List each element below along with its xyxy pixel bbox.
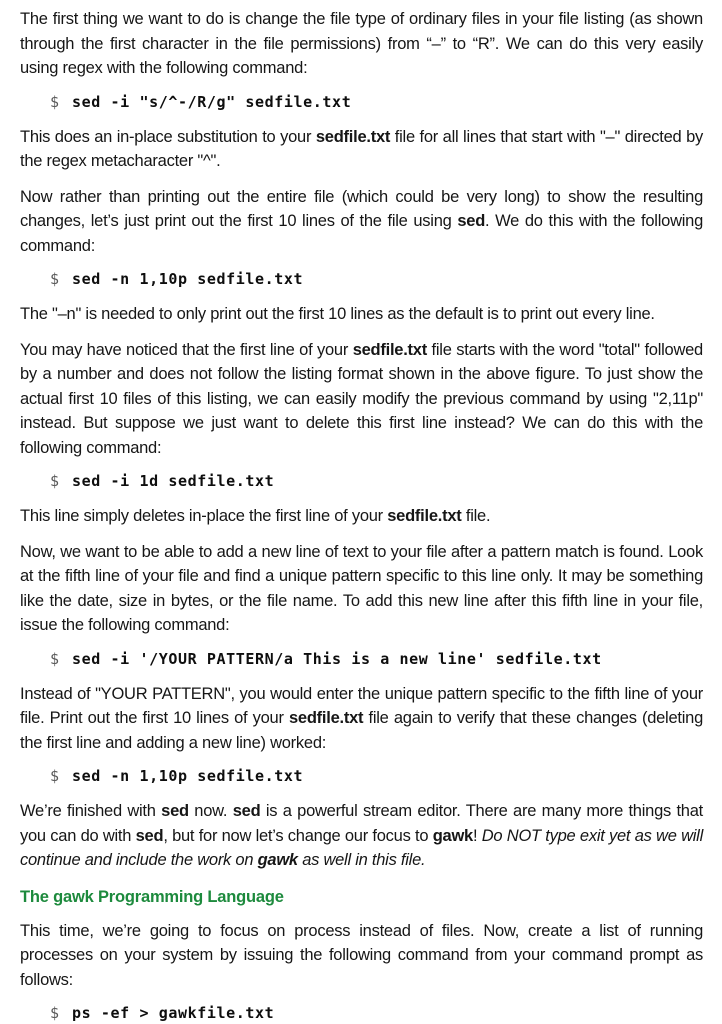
emphasized-text: sed [135,826,164,845]
emphasized-text: as well in this file. [297,851,426,869]
body-text: is a powerful stream editor. There are many more things that you can do with [20,802,703,845]
paragraph [20,540,703,638]
emphasized-text: sed [457,212,486,230]
paragraph [20,125,703,174]
shell-prompt: $ [50,1004,60,1022]
document-content [20,7,703,1024]
emphasized-text: Do NOT type exit yet as we will continue and include the work on [20,826,703,869]
body-text: This line simply deletes in-place the first line of your [20,507,388,525]
body-text: We’re finished with [20,802,162,820]
command-text: ps -ef > gawkfile.txt [72,1004,275,1022]
paragraph [20,302,703,327]
emphasized-text: sed [161,802,189,820]
body-text: Instead of "YOUR PATTERN", you would enter the unique pattern specific to the fifth line of your file. Print out the first 10 lines of your [20,684,703,727]
body-text: . We do this with the following command: [20,212,704,255]
body-text: , but for now let’s change our focus to [163,826,433,845]
shell-prompt: $ [50,472,60,490]
emphasized-text: sedfile.txt [288,709,364,727]
shell-prompt: $ [50,767,60,785]
paragraph [20,682,703,756]
command-text: sed -i 1d sedfile.txt [72,472,275,490]
body-text: ! [472,826,482,845]
paragraph [20,799,703,873]
body-text: The first thing we want to do is change the file type of ordinary files in your file listing (as shown through the first character in the file permissions) from “–” to “R”. We can do this very easily using regex with the following command: [20,10,703,77]
paragraph [20,7,703,81]
body-text: Now rather than printing out the entire file (which could be very long) to show the resulting changes, let’s just print out the first 10 lines of the file using [20,187,703,230]
command-line [50,649,703,670]
body-text: now. [188,802,233,820]
body-text: file. [461,507,491,525]
body-text: Now, we want to be able to add a new line of text to your file after a pattern match is found. Look at the fifth line of your file and find a unique pattern specific to this line only. It may be something like the date, size in bytes, or the file name. To add this new line after this fifth line in your file, issue the following command: [20,542,703,634]
body-text: The "–n" is needed to only print out the first 10 lines as the default is to print out every line. [20,305,655,323]
command-text: sed -n 1,10p sedfile.txt [72,767,304,785]
command-line [50,766,703,787]
section-heading: The gawk Programming Language [20,887,284,906]
body-text: file again to verify that these changes (deleting the first line and adding a new line) worked: [20,709,703,752]
paragraph [20,338,703,461]
command-line [50,269,703,290]
emphasized-text: gawk [257,851,298,869]
body-text: This does an in-place substitution to your [20,127,316,146]
command-text: sed -n 1,10p sedfile.txt [72,270,304,288]
body-text: This time, we’re going to focus on process instead of files. Now, create a list of running processes on your system by issuing the following command from your command prompt as follows: [20,921,703,989]
command-line [50,92,703,113]
emphasized-text: sed [232,802,261,820]
paragraph [20,185,703,259]
command-text: sed -i "s/^-/R/g" sedfile.txt [72,92,352,111]
body-text: You may have noticed that the first line of your [20,340,353,359]
emphasized-text: sedfile.txt [387,507,462,525]
paragraph [20,504,703,529]
body-text: file for all lines that start with "–" directed by the regex metacharacter "^". [20,127,703,170]
shell-prompt: $ [50,92,60,111]
paragraph [20,919,703,993]
emphasized-text: gawk [432,826,473,845]
command-line [50,1003,703,1024]
command-text: sed -i '/YOUR PATTERN/a This is a new line' sedfile.txt [72,649,602,668]
emphasized-text: sedfile.txt [352,340,427,359]
emphasized-text: sedfile.txt [315,127,391,146]
command-line [50,471,703,492]
body-text: file starts with the word "total" followed by a number and does not follow the listing format shown in the above figure. To just show the actual first 10 files of this listing, we can easily modify the previous command by using "2,11p" instead. But suppose we just want to delete this first line instead? We can do this with the following command: [20,340,703,457]
shell-prompt: $ [50,649,60,668]
shell-prompt: $ [50,270,60,288]
